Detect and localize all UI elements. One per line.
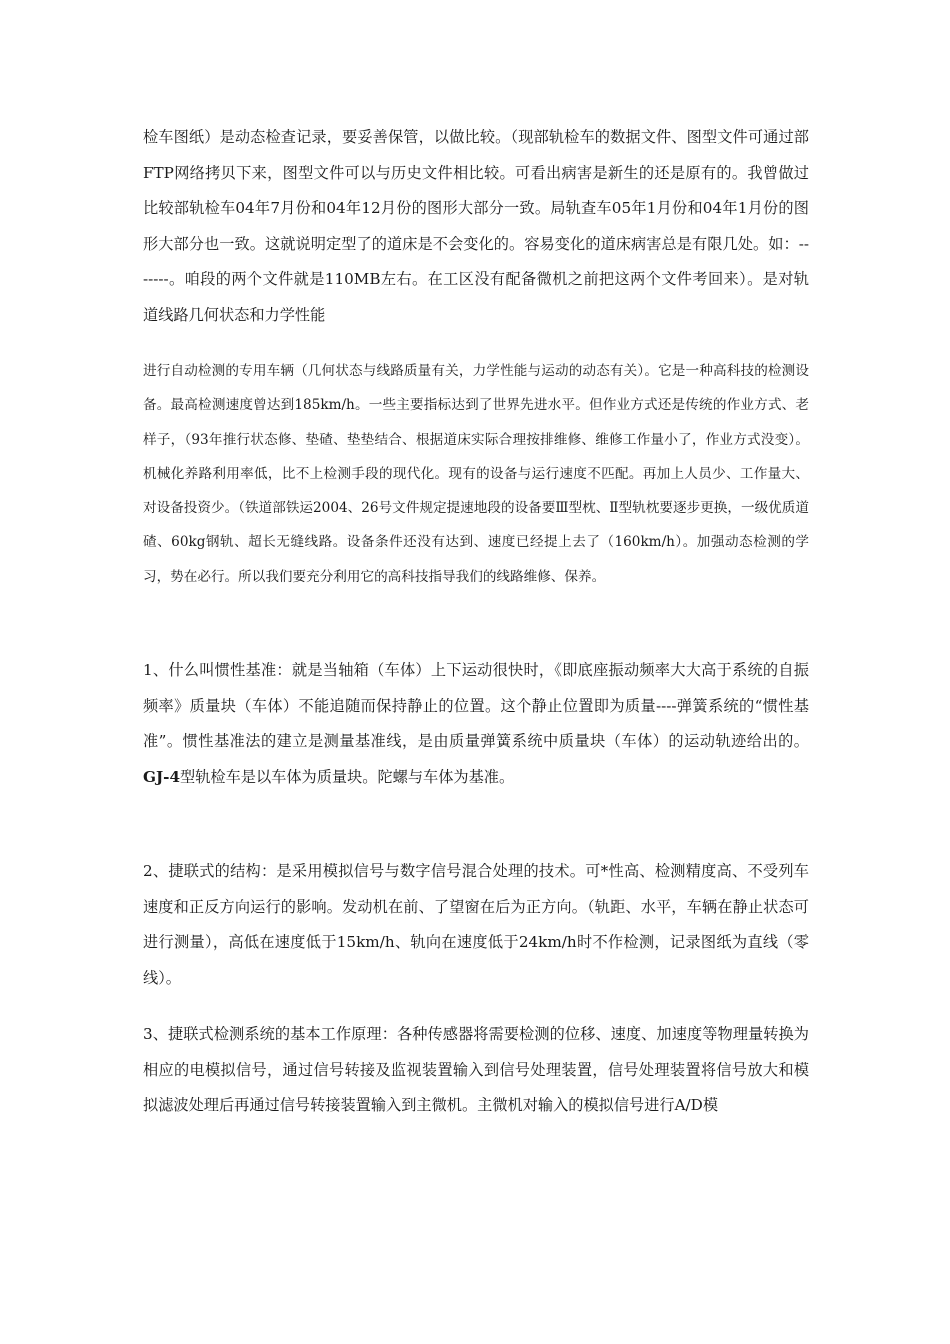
paragraph-1: 检车图纸）是动态检查记录，要妥善保管，以做比较。（现部轨检车的数据文件、图型文件可通过部FTP网络拷贝下来，图型文件可以与历史文件相比较。可看出病害是新生的还是原有的。我曾做过比较部轨检车04年7月份和04年12月份的图形大部分一致。局轨查车05年1月份和04年1月份的图形大部分也一致。这就说明定型了的道床是不会变化的。容易变化的道床病害总是有限几处。如：-------。咱段的两个文件就是110MB左右。在工区没有配备微机之前把这两个文件考回来）。是对轨道线路几何状态和力学性能	[143, 128, 809, 324]
document-page	[143, 120, 809, 1124]
paragraph-3-text-end: 型轨检车是以车体为质量块。陀螺与车体为基准。	[180, 767, 515, 786]
paragraph-3-text: 1、什么叫惯性基准：就是当轴箱（车体）上下运动很快时，《即底座振动频率大大高于系统的自振频率》质量块（车体）不能追随而保持静止的位置。这个静止位置即为质量----弹簧系统的“惯性基准”。惯性基准法的建立是测量基准线，是由质量弹簧系统中质量块（车体）的运动轨迹给出的。	[143, 661, 809, 751]
paragraph-4: 2、捷联式的结构：是采用模拟信号与数字信号混合处理的技术。可*性高、检测精度高、不受列车速度和正反方向运行的影响。发动机在前、了望窗在后为正方向。（轨距、水平，车辆在静止状态可进行测量），高低在速度低于15km/h、轨向在速度低于24km/h时不作检测，记录图纸为直线（零线）。	[143, 862, 809, 987]
model-name: GJ-4	[143, 767, 181, 786]
paragraph-3	[143, 653, 809, 795]
paragraph-2: 进行自动检测的专用车辆（几何状态与线路质量有关，力学性能与运动的动态有关）。它是一种高科技的检测设备。最高检测速度曾达到185km/h。一些主要指标达到了世界先进水平。但作业方式还是传统的作业方式、老样子，（93年推行状态修、垫碴、垫垫结合、根据道床实际合理按排维修、维修工作量小了，作业方式没变）。机械化养路利用率低，比不上检测手段的现代化。现有的设备与运行速度不匹配。再加上人员少、工作量大、对设备投资少。（铁道部铁运2004、26号文件规定提速地段的设备要Ⅲ型枕、Ⅱ型轨枕要逐步更换，一级优质道碴、60kg钢轨、超长无缝线路。设备条件还没有达到、速度已经提上去了（160km/h）。加强动态检测的学习，势在必行。所以我们要充分利用它的高科技指导我们的线路维修、保养。	[143, 363, 809, 585]
paragraph-5: 3、捷联式检测系统的基本工作原理：各种传感器将需要检测的位移、速度、加速度等物理量转换为相应的电模拟信号，通过信号转接及监视装置输入到信号处理装置，信号处理装置将信号放大和模拟滤波处理后再通过信号转接装置输入到主微机。主微机对输入的模拟信号进行A/D模	[143, 1025, 809, 1115]
